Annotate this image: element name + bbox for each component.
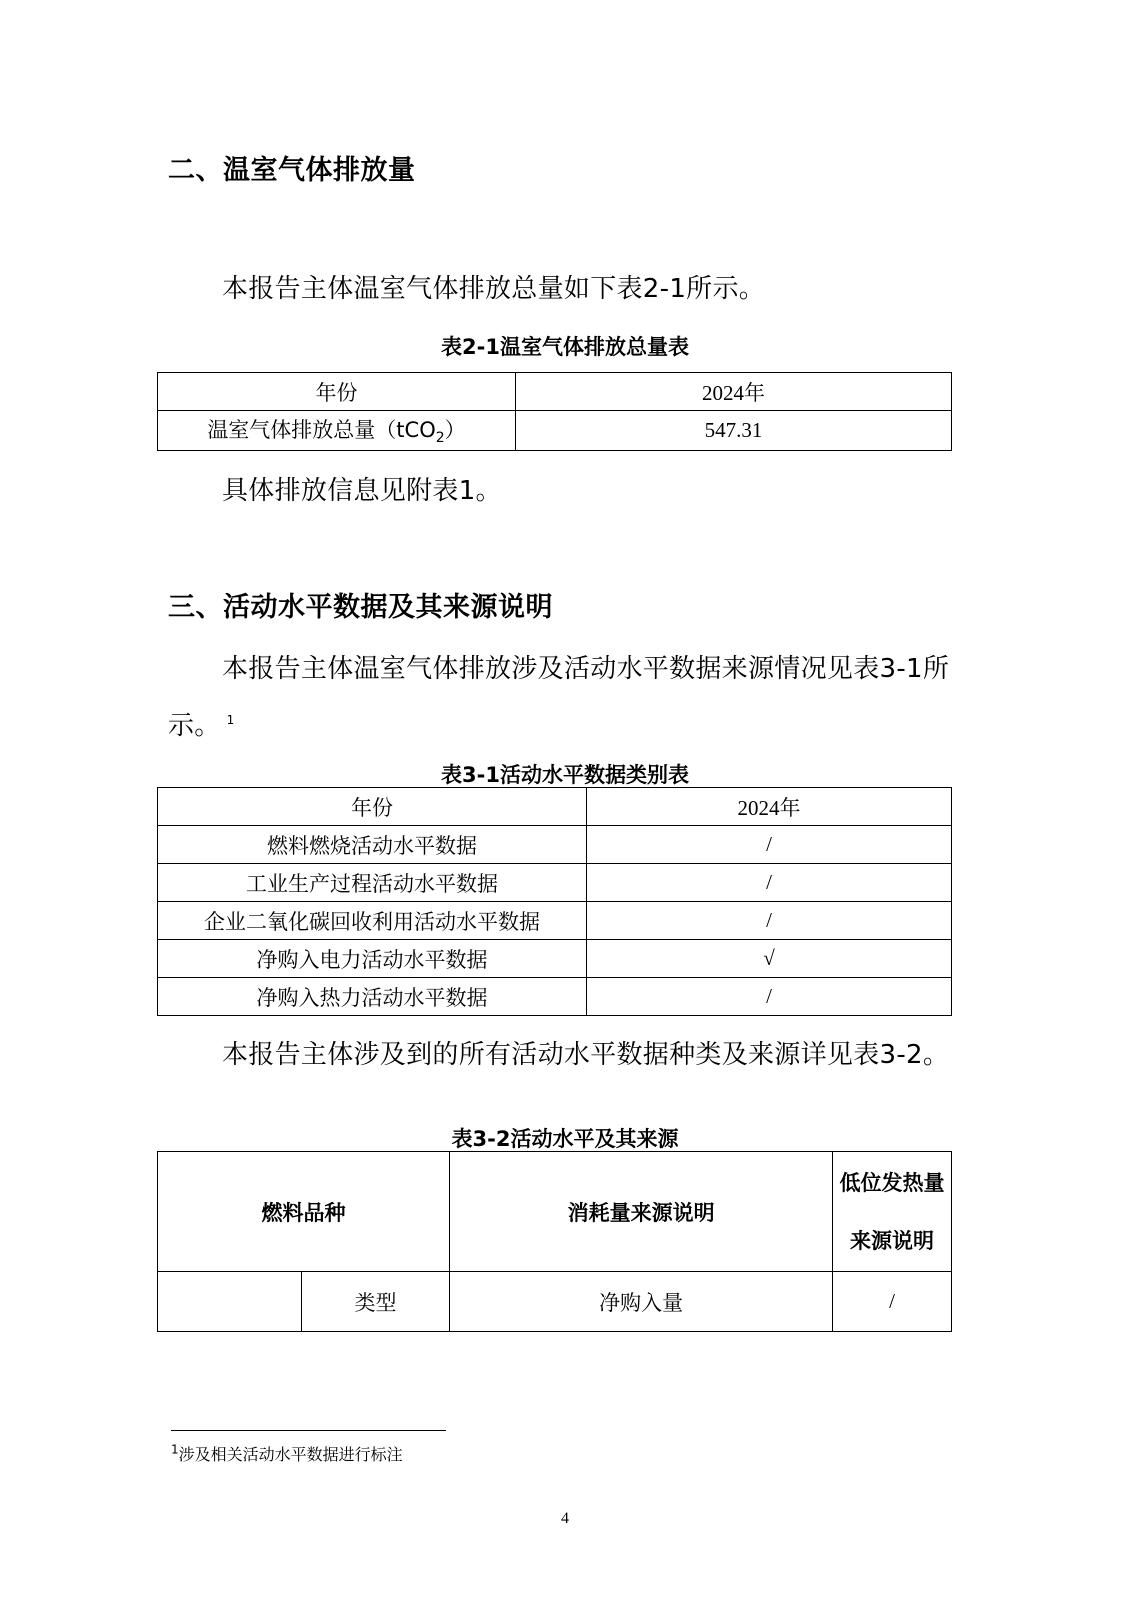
- table-3-1-row-value: /: [587, 826, 952, 864]
- table-row: [158, 826, 952, 864]
- table-3-1-caption: 表3-1活动水平数据类别表: [441, 763, 689, 787]
- table-3-1-row-value: √: [587, 940, 952, 978]
- intro-line2-text: 示。: [168, 711, 221, 741]
- table-3-2-row-type: 类型: [302, 1272, 450, 1332]
- table-3-1-header-label: 年份: [158, 788, 587, 826]
- table-2-1: [157, 372, 952, 451]
- table-row: [158, 902, 952, 940]
- table-3-1-row-label: 燃料燃烧活动水平数据: [158, 826, 587, 864]
- row-label-sub: 2: [435, 430, 445, 447]
- table-2-1-caption: 表2-1温室气体排放总量表: [441, 335, 689, 359]
- table-2-1-row-value: 547.31: [516, 411, 952, 451]
- table-3-2-row-source: 净购入量: [450, 1272, 833, 1332]
- section-2-intro: 本报告主体温室气体排放总量如下表2-1所示。: [222, 274, 766, 304]
- table-3-2-col-fuel: 燃料品种: [158, 1152, 450, 1272]
- section-3-intro-line2: [168, 705, 235, 742]
- table-row: [158, 978, 952, 1016]
- table-3-1-row-label: 企业二氧化碳回收利用活动水平数据: [158, 902, 587, 940]
- table-row: [158, 940, 952, 978]
- section-3-mid-text: 本报告主体涉及到的所有活动水平数据种类及来源详见表3-2。: [222, 1040, 950, 1070]
- table-3-2-empty-cell: [158, 1272, 302, 1332]
- table-2-1-header-value: 2024年: [516, 373, 952, 411]
- footnote-ref: 1: [226, 713, 235, 728]
- table-3-1: [157, 787, 952, 1016]
- table-2-1-header-label: 年份: [158, 373, 516, 411]
- section-2-after: 具体排放信息见附表1。: [222, 476, 502, 506]
- table-3-1-row-value: /: [587, 978, 952, 1016]
- table-3-2-col-heat: [833, 1152, 952, 1272]
- col-heat-line1: 低位发热量: [839, 1170, 945, 1195]
- table-3-2-col-source: 消耗量来源说明: [450, 1152, 833, 1272]
- page-number: 4: [561, 1510, 569, 1527]
- col-heat-line2: 来源说明: [850, 1228, 935, 1253]
- row-label-prefix: 温室气体排放总量（tCO: [207, 418, 436, 443]
- footnote-divider: [171, 1430, 446, 1431]
- table-3-1-row-label: 工业生产过程活动水平数据: [158, 864, 587, 902]
- footnote-text: 涉及相关活动水平数据进行标注: [178, 1445, 403, 1464]
- table-3-1-row-value: /: [587, 864, 952, 902]
- table-3-1-header-value: 2024年: [587, 788, 952, 826]
- table-3-2: [157, 1151, 952, 1332]
- table-3-2-caption: 表3-2活动水平及其来源: [451, 1127, 679, 1151]
- row-label-suffix: ）: [444, 418, 466, 443]
- table-3-1-row-value: /: [587, 902, 952, 940]
- table-2-1-row-label: [158, 411, 516, 451]
- footnote: [171, 1442, 403, 1465]
- table-3-1-row-label: 净购入热力活动水平数据: [158, 978, 587, 1016]
- section-3-intro-line1: 本报告主体温室气体排放涉及活动水平数据来源情况见表3-1所: [222, 654, 950, 684]
- footnote-marker: 1: [171, 1442, 179, 1457]
- table-row: [158, 864, 952, 902]
- table-3-1-row-label: 净购入电力活动水平数据: [158, 940, 587, 978]
- table-row: [158, 1272, 952, 1332]
- section-2-heading: 二、温室气体排放量: [168, 155, 416, 186]
- section-3-heading: 三、活动水平数据及其来源说明: [168, 592, 553, 623]
- table-3-2-row-heat: /: [833, 1272, 952, 1332]
